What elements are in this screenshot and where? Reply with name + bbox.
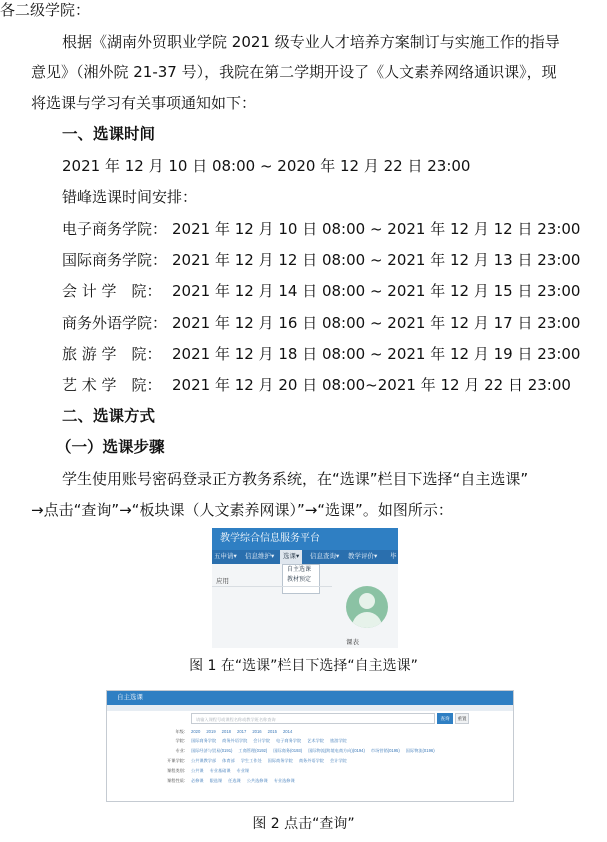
filter-option[interactable]: 限选课 <box>209 778 223 783</box>
filter-option[interactable]: 2019 <box>206 729 216 734</box>
filter-option[interactable]: 学生工作处 <box>240 758 262 763</box>
filter-option[interactable]: 市场营销(0195) <box>370 748 400 753</box>
fig1-menu-item-textbook[interactable]: 教材预定 <box>287 577 312 583</box>
section-heading-method: 二、选课方式 <box>62 407 156 425</box>
fig1-nav-item[interactable]: 信息维护▾ <box>245 553 275 560</box>
filter-option[interactable]: 任选课 <box>228 778 241 783</box>
schedule-college: 电子商务学院： <box>62 220 168 238</box>
filter-options <box>191 767 255 775</box>
filter-option[interactable]: 体育部 <box>222 758 235 763</box>
schedule-time: 2021 年 12 月 14 日 08:00 ~ 2021 年 12 月 15 日 23:00 <box>172 282 581 300</box>
schedule-college: 国际商务学院： <box>62 251 168 269</box>
filter-option[interactable]: 商务外语学院 <box>298 758 324 763</box>
paragraph-1-line-1: 根据《湖南外贸职业学院 2021 级专业人才培养方案制订与实施工作的指导 <box>62 33 560 51</box>
schedule-time: 2021 年 12 月 20 日 08:00~2021 年 12 月 22 日 23:00 <box>172 376 571 394</box>
filter-option[interactable]: 公共选修课 <box>246 778 268 783</box>
fig1-side-label: 应用 <box>216 578 229 585</box>
filter-option[interactable]: 国际经济与贸易(0191) <box>191 748 233 753</box>
filter-row <box>107 767 513 775</box>
schedule-row <box>62 344 580 364</box>
schedule-college: 旅 游 学 院： <box>62 345 162 363</box>
filter-option[interactable]: 2020 <box>191 729 201 734</box>
filter-option[interactable]: 商务外语学院 <box>222 738 248 743</box>
filter-option[interactable]: 国际商务学院 <box>191 738 217 743</box>
filter-label: 课程性质: <box>167 778 185 783</box>
schedule-row <box>62 250 580 270</box>
schedule-time: 2021 年 12 月 10 日 08:00 ~ 2021 年 12 月 12 日 23:00 <box>172 220 581 238</box>
reset-button[interactable]: 重置 <box>455 713 469 724</box>
filter-option[interactable]: 国际物流(跨境电商方向)(0194) <box>308 748 365 753</box>
subsection-heading-steps: （一）选课步骤 <box>56 438 165 456</box>
filter-options <box>191 747 441 755</box>
filter-options <box>191 757 353 765</box>
schedule-time: 2021 年 12 月 12 日 08:00 ~ 2021 年 12 月 13 日 23:00 <box>172 251 581 269</box>
filter-option[interactable]: 电子商务学院 <box>276 738 302 743</box>
filter-label: 专业: <box>175 748 185 753</box>
fig1-class-label: 课表 <box>346 639 359 646</box>
user-head-shape <box>359 593 375 609</box>
filter-option[interactable]: 专业课 <box>236 768 250 773</box>
avatar <box>346 586 388 628</box>
section-heading-time: 一、选课时间 <box>62 125 156 143</box>
paragraph-2-line-2: →点击“查询”→“板块课（人文素养网课）”→“选课”。如图所示： <box>31 501 453 519</box>
figure-2-caption: 图 2 点击“查询” <box>252 816 355 832</box>
fig2-header-strip <box>107 705 513 711</box>
schedule-row <box>62 281 580 301</box>
filter-option[interactable]: 会计学院 <box>253 738 271 743</box>
filter-option[interactable]: 公共课 <box>191 768 204 773</box>
filter-options <box>191 728 298 736</box>
filter-option[interactable]: 公共课教学部 <box>191 758 217 763</box>
filter-option[interactable]: 艺术学院 <box>307 738 324 743</box>
filter-row <box>107 747 513 755</box>
paragraph-1-line-3: 将选课与学习有关事项通知如下： <box>31 94 257 112</box>
fig1-nav-item[interactable]: 信息查询▾ <box>310 553 340 560</box>
filter-label: 年级: <box>175 729 185 734</box>
fig1-nav-item-select-course[interactable]: 选课▾ <box>280 550 302 564</box>
filter-option[interactable]: 专业选修课 <box>273 778 295 783</box>
figure-1-screenshot <box>212 528 398 648</box>
filter-option[interactable]: 旅游学院 <box>329 738 347 743</box>
filter-option[interactable]: 专业基础课 <box>209 768 231 773</box>
filter-option[interactable]: 2017 <box>236 729 247 734</box>
filter-option[interactable]: 会计学院 <box>329 758 347 763</box>
fig1-menu-item-self-select[interactable]: 自主选课 <box>287 567 312 573</box>
fig1-divider <box>212 586 332 587</box>
schedule-row <box>62 219 580 239</box>
schedule-college: 商务外语学院： <box>62 314 168 332</box>
schedule-row <box>62 313 580 333</box>
schedule-college: 艺 术 学 院： <box>62 376 162 394</box>
paragraph-1-line-2: 意见》（湘外院 21-37 号），我院在第二学期开设了《人文素养网络通识课》，现 <box>31 63 557 81</box>
filter-option[interactable]: 国际商务学院 <box>267 758 293 763</box>
filter-label: 学院: <box>175 738 185 743</box>
filter-option[interactable]: 2016 <box>252 729 262 734</box>
schedule-college: 会 计 学 院： <box>62 282 162 300</box>
fig2-title: 自主选课 <box>107 691 513 705</box>
search-input[interactable]: 请输入课程号或课程名称或教学班名称查询 <box>191 713 435 724</box>
filter-option[interactable]: 国际商务(0193) <box>273 748 303 753</box>
schedule-time: 2021 年 12 月 18 日 08:00 ~ 2021 年 12 月 19 日 23:00 <box>172 345 581 363</box>
staggered-heading: 错峰选课时间安排： <box>62 188 198 206</box>
paragraph-2-line-1: 学生使用账号密码登录正方教务系统，在“选课”栏目下选择“自主选课” <box>62 470 529 488</box>
filter-option[interactable]: 2015 <box>267 729 277 734</box>
fig1-nav-item[interactable]: 毕 <box>390 553 397 560</box>
fig1-dropdown-menu <box>282 564 320 594</box>
schedule-time: 2021 年 12 月 16 日 08:00 ~ 2021 年 12 月 17 日 23:00 <box>172 314 581 332</box>
filter-row <box>107 737 513 745</box>
filter-options <box>191 737 353 745</box>
query-button[interactable]: 查询 <box>437 713 453 724</box>
filter-option[interactable]: 工商管理(0192) <box>238 748 268 753</box>
fig1-nav-item[interactable]: 五申请▾ <box>214 553 237 560</box>
filter-row <box>107 728 513 736</box>
opening-line: 各二级学院： <box>0 1 91 19</box>
filter-label: 开课学院: <box>167 758 185 763</box>
figure-2-screenshot <box>106 690 514 802</box>
fig1-nav-item[interactable]: 教学评价▾ <box>348 553 378 560</box>
overall-time: 2021 年 12 月 10 日 08:00 ~ 2020 年 12 月 22 日 23:00 <box>62 157 471 175</box>
fig1-platform-title: 教学综合信息服务平台 <box>212 528 398 550</box>
filter-option[interactable]: 2014 <box>282 729 293 734</box>
filter-row <box>107 777 513 785</box>
filter-row <box>107 757 513 765</box>
schedule-row <box>62 375 571 395</box>
user-body-shape <box>352 612 382 628</box>
filter-option[interactable]: 2018 <box>221 729 231 734</box>
filter-option[interactable]: 必修课 <box>191 778 204 783</box>
filter-option[interactable]: 国际物流(0196) <box>405 748 435 753</box>
filter-label: 课程类别: <box>167 768 185 773</box>
filter-options <box>191 777 301 785</box>
figure-1-caption: 图 1 在“选课”栏目下选择“自主选课” <box>189 658 418 674</box>
fig1-nav-bar <box>212 550 398 564</box>
